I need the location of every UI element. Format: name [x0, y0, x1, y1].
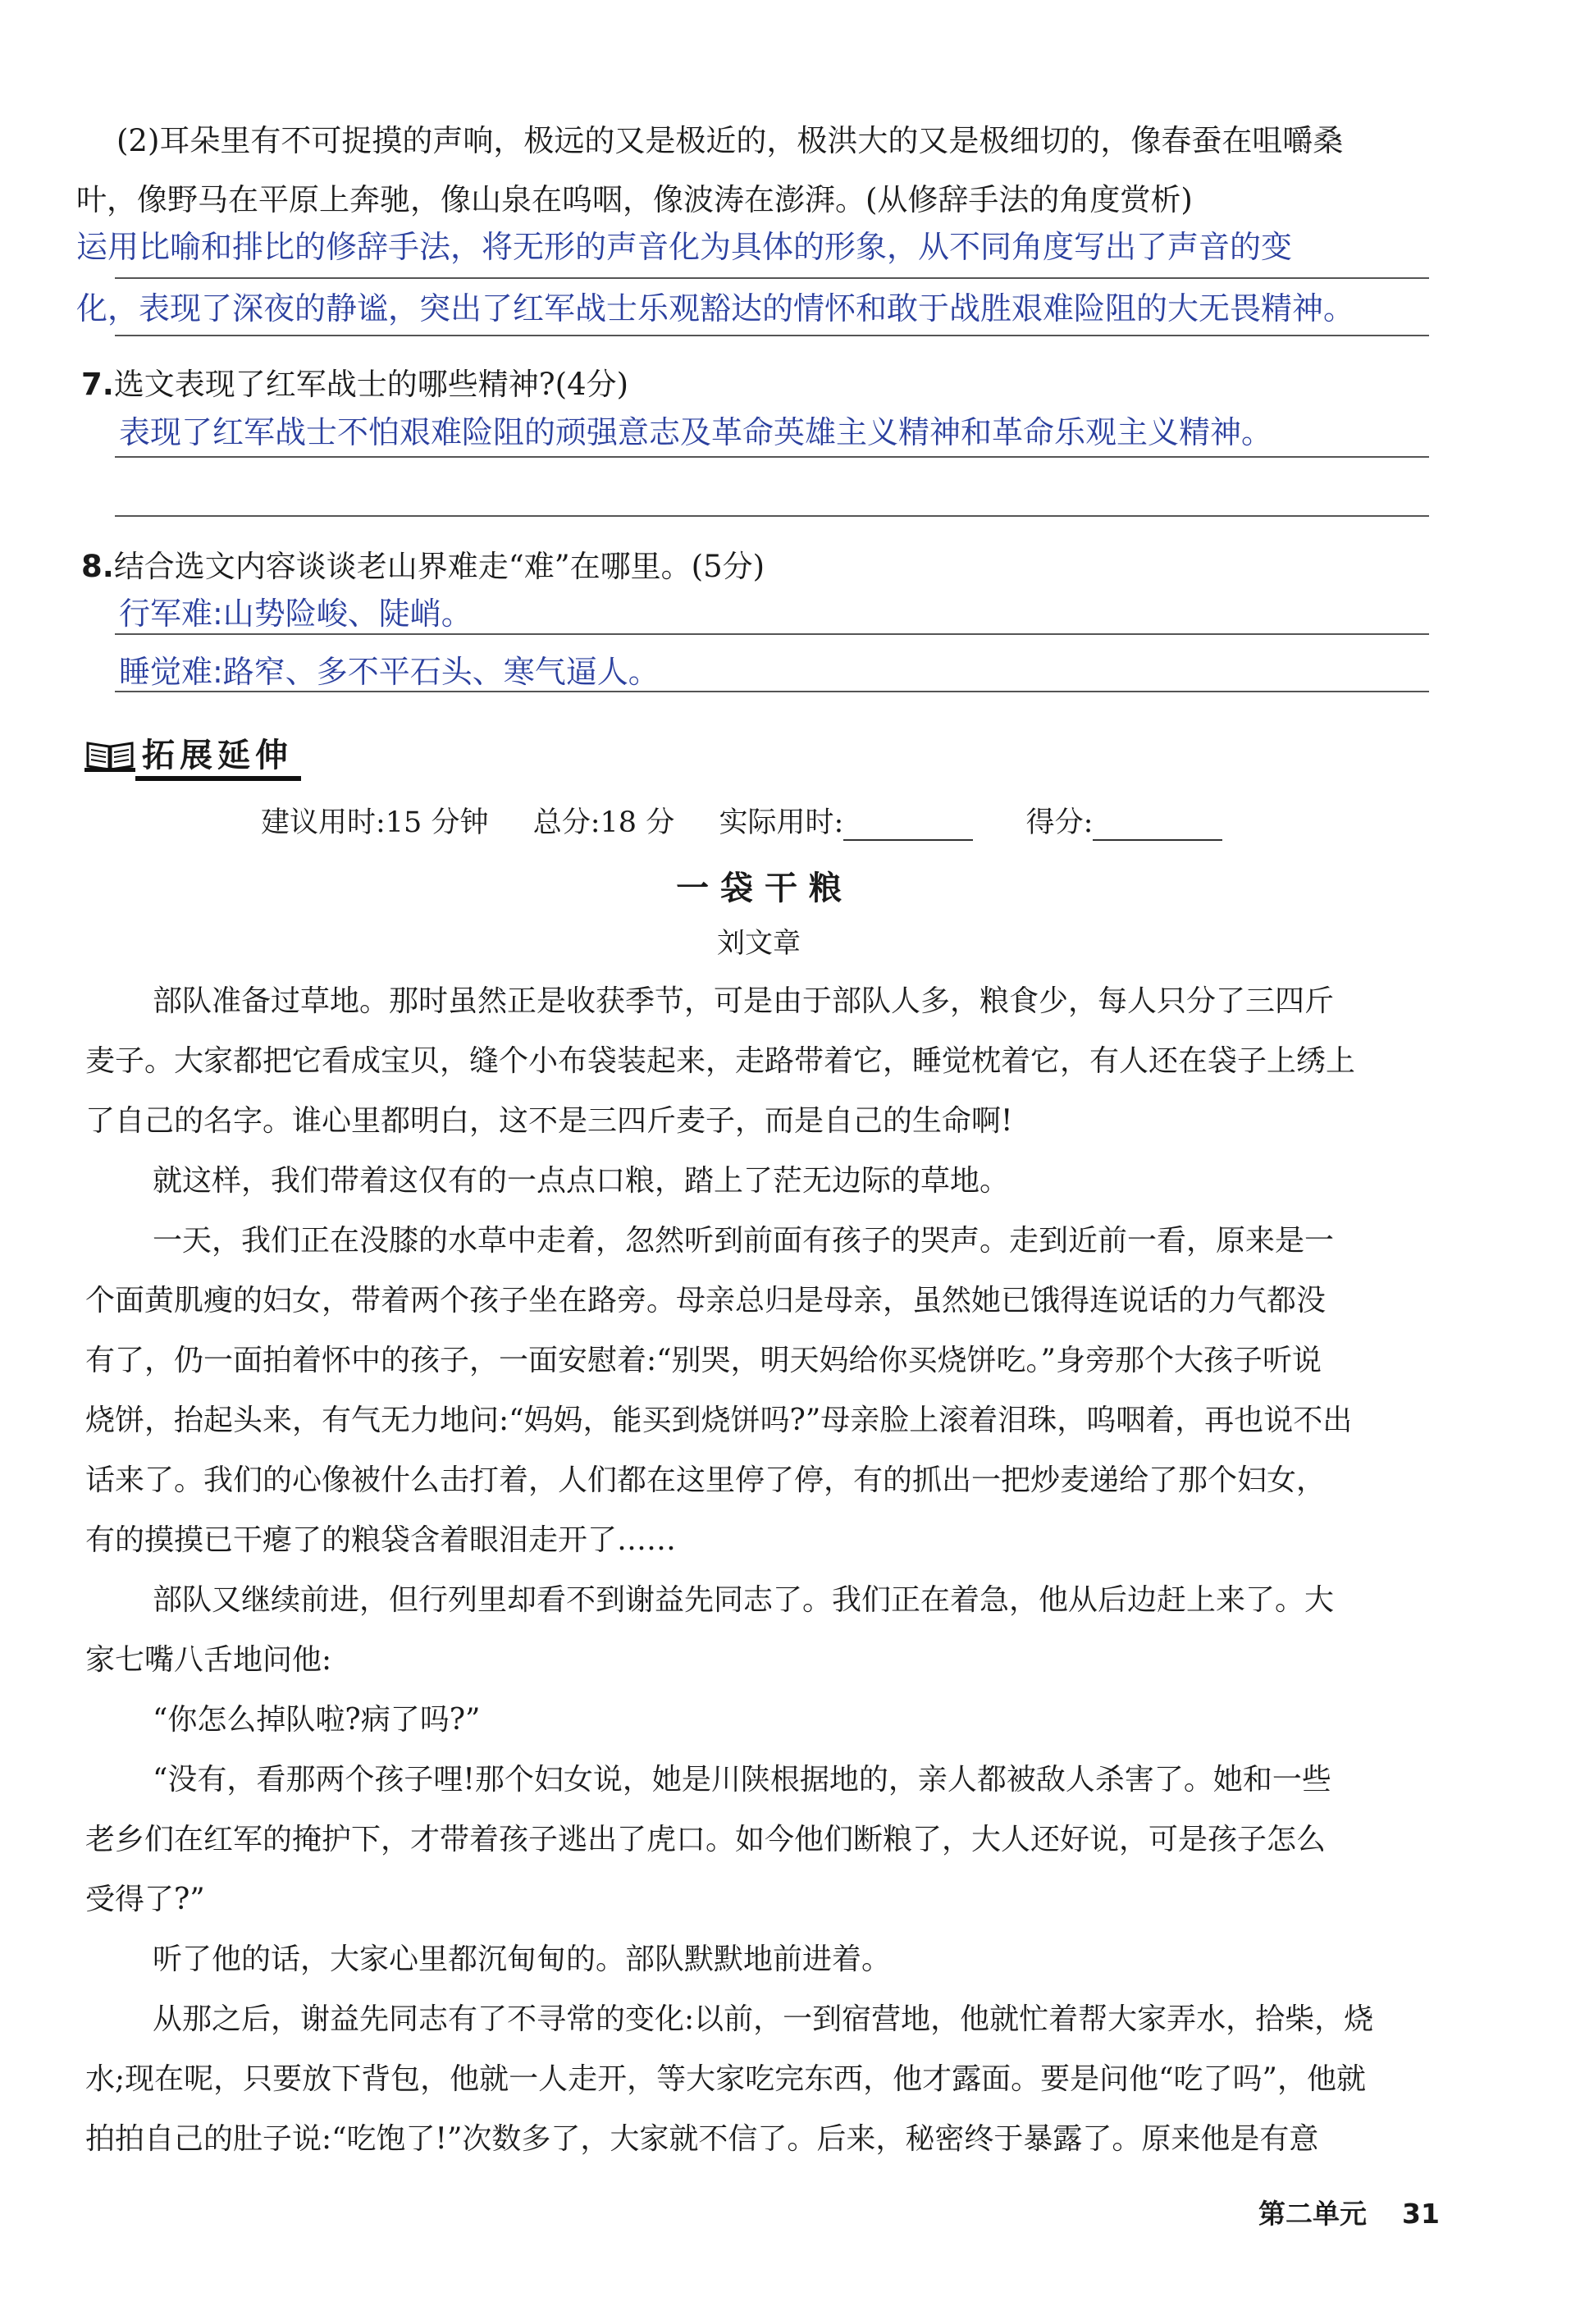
q7-text: 选文表现了红军战士的哪些精神?(4分) — [113, 367, 629, 402]
article-line: “你怎么掉队啦?病了吗?” — [153, 1703, 481, 1737]
article-line: 一天，我们正在没膝的水草中走着，忽然听到前面有孩子的哭声。走到近前一看，原来是一 — [153, 1224, 1335, 1258]
article-line: 就这样，我们带着这仅有的一点点口粮，踏上了茫无边际的草地。 — [153, 1164, 1010, 1198]
score-blank[interactable] — [1093, 808, 1222, 841]
article-line: 部队又继续前进，但行列里却看不到谢益先同志了。我们正在着急，他从后边赶上来了。大 — [153, 1583, 1335, 1617]
article-line: 有的摸摸已干瘪了的粮袋含着眼泪走开了…… — [85, 1523, 677, 1557]
section-header — [84, 729, 301, 781]
q8-text: 结合选文内容谈谈老山界难走“难”在哪里。(5分) — [113, 549, 765, 584]
article-line: 拍拍自己的肚子说:“吃饱了!”次数多了，大家就不信了。后来，秘密终于暴露了。原来他是有意 — [85, 2122, 1319, 2156]
q8-number: 8. — [81, 549, 114, 584]
article-line: 部队准备过草地。那时虽然正是收获季节，可是由于部队人多，粮食少，每人只分了三四斤 — [153, 984, 1335, 1018]
q7-number: 7. — [81, 367, 114, 402]
timing-line — [261, 800, 1222, 841]
article-line: 水;现在呢，只要放下背包，他就一人走开，等大家吃完东西，他才露面。要是问他“吃了吗”，他就 — [85, 2062, 1366, 2096]
q6-2-line1: (2)耳朵里有不可捉摸的声响，极远的又是极近的，极洪大的又是极细切的，像春蚕在咀嚼桑 — [116, 123, 1344, 158]
answer-rule — [115, 515, 1429, 517]
answer-rule — [115, 335, 1429, 336]
suggested-time: 建议用时:15 分钟 — [261, 806, 489, 839]
page-footer — [1258, 2193, 1440, 2231]
q7-question — [81, 359, 628, 404]
article-line: “没有，看那两个孩子哩!那个妇女说，她是川陕根据地的，亲人都被敌人杀害了。她和一些 — [153, 1763, 1331, 1797]
q8-answer-line2: 睡觉难:路窄、多不平石头、寒气逼人。 — [119, 654, 660, 690]
article-line: 个面黄肌瘦的妇女，带着两个孩子坐在路旁。母亲总归是母亲，虽然她已饿得连说话的力气都没 — [85, 1284, 1327, 1317]
answer-rule — [115, 456, 1429, 458]
actual-time-blank[interactable] — [843, 808, 973, 841]
article-line: 听了他的话，大家心里都沉甸甸的。部队默默地前进着。 — [153, 1943, 892, 1976]
section-title: 拓展延伸 — [135, 729, 301, 781]
page-number: 31 — [1402, 2198, 1440, 2230]
q6-2-answer-line1: 运用比喻和排比的修辞手法，将无形的声音化为具体的形象，从不同角度写出了声音的变 — [76, 229, 1293, 265]
article-line: 烧饼，抬起头来，有气无力地问:“妈妈，能买到烧饼吗?”母亲脸上滚着泪珠，呜咽着，再也说不出 — [85, 1404, 1353, 1437]
q8-question — [81, 541, 765, 586]
unit-label: 第二单元 — [1258, 2198, 1367, 2230]
actual-time-label: 实际用时: — [719, 806, 844, 839]
article-line: 有了，仍一面拍着怀中的孩子，一面安慰着:“别哭，明天妈给你买烧饼吃。”身旁那个大孩子听说 — [85, 1344, 1322, 1377]
book-icon — [84, 735, 135, 776]
article-line: 受得了?” — [85, 1883, 205, 1916]
article-line: 麦子。大家都把它看成宝贝，缝个小布袋装起来，走路带着它，睡觉枕着它，有人还在袋子上绣上 — [85, 1044, 1356, 1078]
article-author: 刘文章 — [717, 927, 801, 960]
answer-rule — [115, 277, 1429, 279]
article-line: 老乡们在红军的掩护下，才带着孩子逃出了虎口。如今他们断粮了，大人还好说，可是孩子怎么 — [85, 1823, 1327, 1856]
answer-rule — [115, 691, 1429, 692]
article-line: 了自己的名字。谁心里都明白，这不是三四斤麦子，而是自己的生命啊! — [85, 1104, 1013, 1138]
article-line: 话来了。我们的心像被什么击打着，人们都在这里停了停，有的抓出一把炒麦递给了那个妇女， — [85, 1463, 1327, 1497]
article-line: 从那之后，谢益先同志有了不寻常的变化:以前，一到宿营地，他就忙着帮大家弄水，拾柴，烧 — [153, 2002, 1374, 2036]
q6-2-answer-line2: 化，表现了深夜的静谧，突出了红军战士乐观豁达的情怀和敢于战胜艰难险阻的大无畏精神。 — [76, 290, 1355, 326]
total-score: 总分:18 分 — [532, 806, 675, 839]
q8-answer-line1: 行军难:山势险峻、陡峭。 — [119, 596, 473, 632]
q6-2-line2: 叶，像野马在平原上奔驰，像山泉在呜咽，像波涛在澎湃。(从修辞手法的角度赏析) — [76, 182, 1193, 217]
q7-answer: 表现了红军战士不怕艰难险阻的顽强意志及革命英雄主义精神和革命乐观主义精神。 — [119, 414, 1273, 450]
article-title: 一 袋 干 粮 — [676, 870, 842, 907]
answer-rule — [115, 633, 1429, 635]
score-label: 得分: — [1025, 806, 1094, 839]
article-line: 家七嘴八舌地问他: — [85, 1643, 332, 1677]
